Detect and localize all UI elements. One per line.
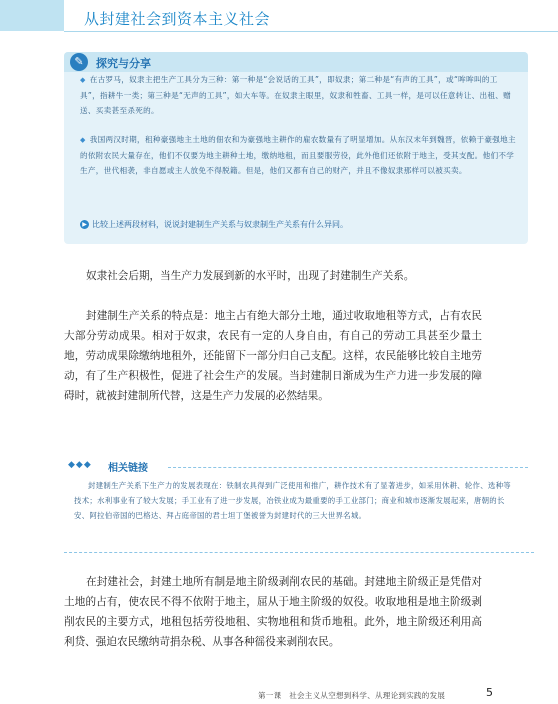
body-paragraph-2: 封建制生产关系的特点是：地主占有绝大部分土地，通过收取地租等方式，占有农民大部分劳动成果。相对于奴隶，农民有一定的人身自由，有自己的劳动工具甚至少量土地，劳动成果除缴纳地租外，还能留下一部分归自己支配。这样，农民能够比较自主地劳动，有了生产积极性，促进了社会生产的发展。当封建制日渐成为生产力进一步发展的障碍时，就被封建制所代替，这是生产力发展的必然结果。 xyxy=(64,310,482,402)
play-arrow-icon: ▶ xyxy=(80,220,89,229)
related-links-header xyxy=(68,460,528,474)
related-links-title: 相关链接 xyxy=(108,463,148,474)
footer-lesson-title: 第一课 社会主义从空想到科学、从理论到实践的发展 xyxy=(258,691,446,700)
body-paragraph-3: 在封建社会，封建土地所有制是地主阶级剥削农民的基础。封建地主阶级正是凭借对土地的占有，使农民不得不依附于地主，屈从于地主阶级的奴役。收取地租是地主阶级剥削农民的主要方式，地租包括劳役地租、实物地租和货币地租。此外，地主阶级还利用高利贷、强迫农民缴纳苛捐杂税、从事各种徭役来剥削农民。 xyxy=(64,576,482,648)
material-1-text: 在古罗马，奴隶主把生产工具分为三种：第一种是“会说话的工具”，即奴隶；第二种是“有声的工具”，或“哞哞叫的工具”，指耕牛一类；第三种是“无声的工具”，如大车等。在奴隶主眼里，奴隶和牲畜、工具一样，是可以任意转让、出租、赠送、买卖甚至杀死的。 xyxy=(80,75,512,116)
bullet-diamond-icon: ◆ xyxy=(80,76,86,84)
body-paragraph-1: 奴隶社会后期，当生产力发展到新的水平时，出现了封建制生产关系。 xyxy=(86,270,415,282)
explore-material-1 xyxy=(80,72,516,119)
header-color-bar xyxy=(0,0,64,31)
related-links-text: 封建制生产关系下生产力的发展表现在：铁制农具得到广泛使用和推广，耕作技术有了显著进步，如采用休耕、轮作、选种等技术；水利事业有了较大发展；手工业有了进一步发展，冶铁业成为最重要的手工业部门；商业和城市逐渐发展起来，唐朝的长安、阿拉伯帝国的巴格达、拜占庭帝国的君士坦丁堡被誉为封建时代的三大世界名城。 xyxy=(74,481,511,520)
material-2-text: 我国两汉时期，租种豪强地主土地的佃农和为豪强地主耕作的雇农数量有了明显增加。从东汉末年到魏晋，依赖于豪强地主的依附农民大量存在，他们不仅要为地主耕种土地，缴纳地租，而且要服劳役，此外他们还依附于地主，受其支配。他们不学生产，世代相袭，非自愿或主人放免不得脱籍。但是，他们又都有自己的财产，并且不像奴隶那样可以被买卖。 xyxy=(80,135,516,176)
diamonds-icon: ◆◆◆ xyxy=(68,460,92,470)
explore-material-2 xyxy=(80,132,516,179)
question-text: 比较上述两段材料，说说封建制生产关系与奴隶制生产关系有什么异同。 xyxy=(92,220,348,229)
dashed-divider-bottom xyxy=(64,552,534,553)
dashed-divider xyxy=(168,467,528,468)
explore-question xyxy=(80,219,520,230)
pen-icon: ✎ xyxy=(70,53,88,71)
title-underline xyxy=(64,31,558,32)
bullet-diamond-icon: ◆ xyxy=(80,136,86,144)
page-number: 5 xyxy=(486,686,493,699)
chapter-title: 从封建社会到资本主义社会 xyxy=(84,10,271,28)
explore-title: 探究与分享 xyxy=(96,57,151,70)
